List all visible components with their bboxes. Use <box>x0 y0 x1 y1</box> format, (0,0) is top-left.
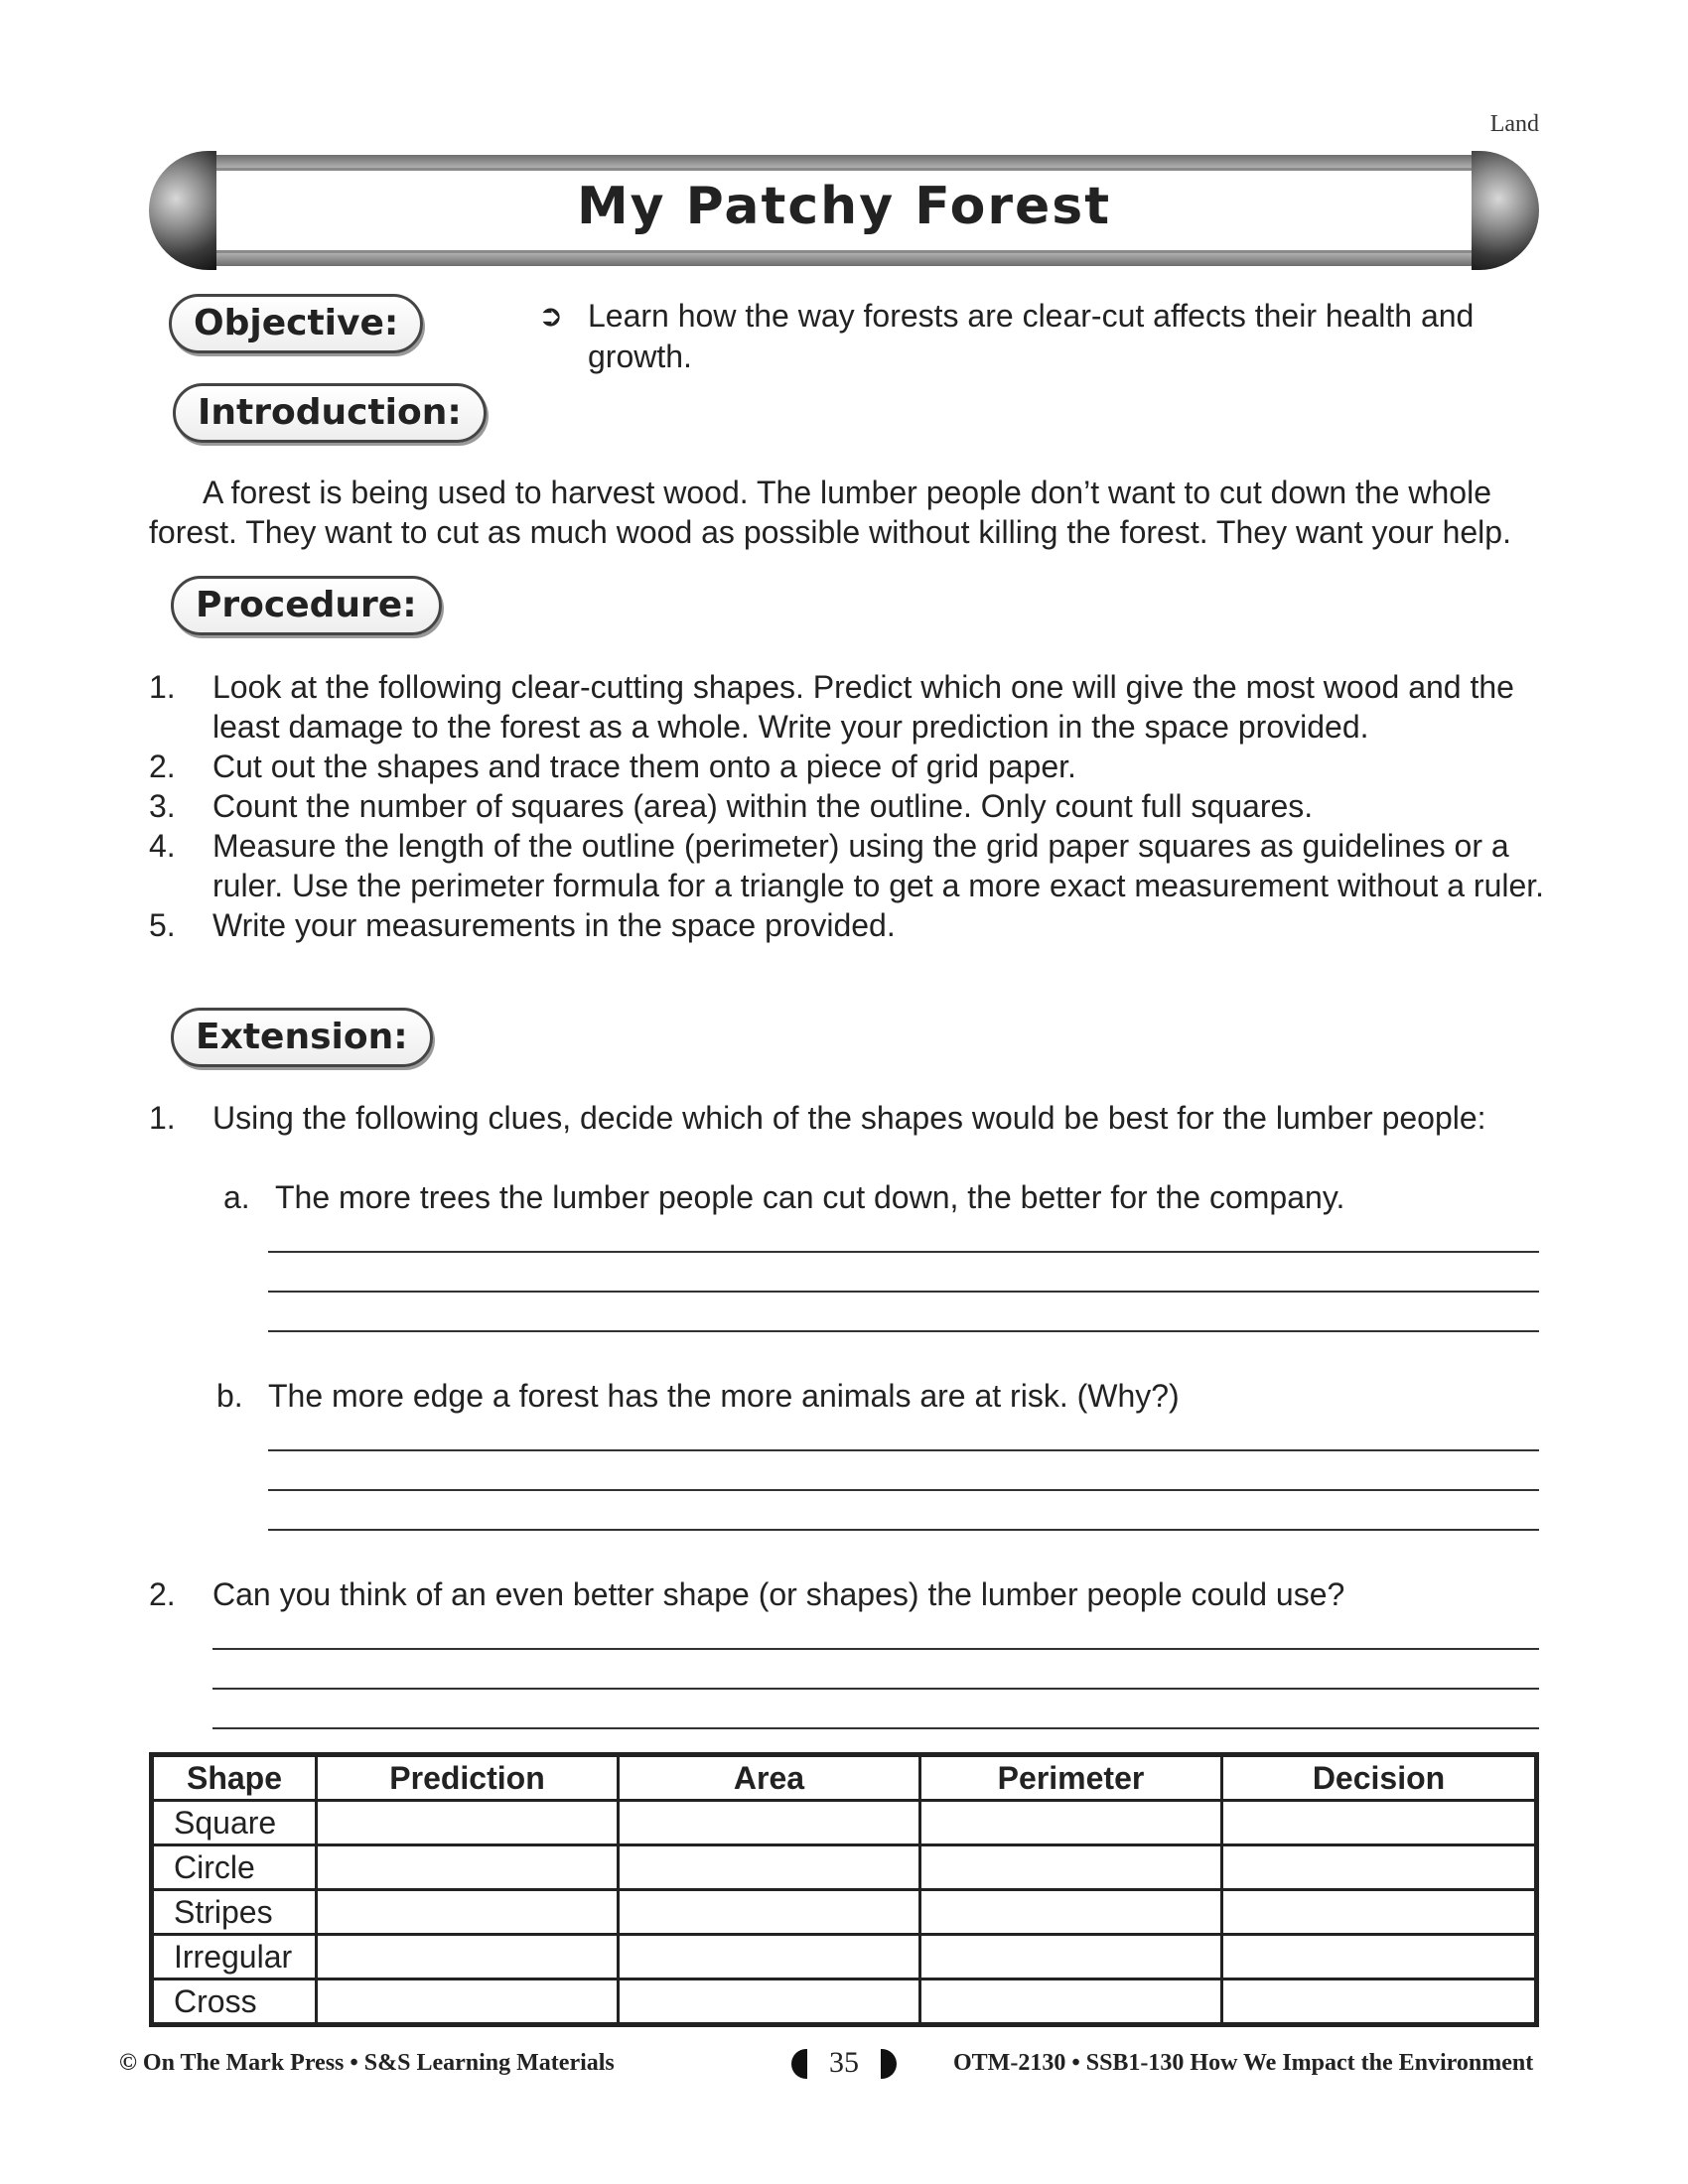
procedure-header: Procedure: <box>171 576 442 635</box>
extension-question-2: 2. Can you think of an even better shape (or shapes) the lumber people could use? <box>149 1576 1345 1612</box>
column-header: Decision <box>1222 1755 1537 1801</box>
list-item: 4. Measure the length of the outline (perimeter) using the grid paper squares as guidelines or a ruler. Use the perimeter formula for a triangle to get a more exact measurement without a ruler. <box>149 828 1545 903</box>
prediction-cell[interactable] <box>317 1979 619 2025</box>
prediction-cell[interactable] <box>317 1845 619 1890</box>
footer-product-code: OTM-2130 • SSB1-130 How We Impact the Environment <box>953 2050 1534 2076</box>
answer-line[interactable] <box>268 1291 1539 1293</box>
answer-line[interactable] <box>268 1251 1539 1253</box>
decision-cell[interactable] <box>1222 1801 1537 1845</box>
table-header-row <box>152 1755 1537 1801</box>
section-tag: Land <box>1489 111 1539 137</box>
arrow-bullet-icon: ➲ <box>538 300 564 333</box>
column-header: Shape <box>152 1755 317 1801</box>
table-row <box>152 1935 1537 1979</box>
decision-cell[interactable] <box>1222 1979 1537 2025</box>
introduction-header: Introduction: <box>173 383 487 443</box>
introduction-paragraph: A forest is being used to harvest wood. The lumber people don’t want to cut down the whole forest. They want to cut as much wood as possible without killing the forest. They want your help. <box>149 475 1511 550</box>
perimeter-cell[interactable] <box>920 1979 1222 2025</box>
table-row <box>152 1801 1537 1845</box>
footer-publisher: © On The Mark Press • S&S Learning Materials <box>119 2050 615 2076</box>
shape-cell: Stripes <box>152 1890 317 1935</box>
answer-line[interactable] <box>212 1727 1539 1729</box>
decision-cell[interactable] <box>1222 1935 1537 1979</box>
answer-line[interactable] <box>268 1489 1539 1491</box>
answer-line[interactable] <box>212 1688 1539 1690</box>
introduction-text <box>149 473 1539 552</box>
shape-cell: Square <box>152 1801 317 1845</box>
page-marker-left-icon <box>791 2049 807 2079</box>
prediction-cell[interactable] <box>317 1801 619 1845</box>
objective-description: Learn how the way forests are clear-cut affects their health and growth. <box>588 298 1475 374</box>
perimeter-cell[interactable] <box>920 1890 1222 1935</box>
title-banner <box>149 151 1539 270</box>
page-title: My Patchy Forest <box>576 177 1112 236</box>
column-header: Perimeter <box>920 1755 1222 1801</box>
objective-text <box>538 296 1511 377</box>
table-row <box>152 1979 1537 2025</box>
column-header: Area <box>619 1755 920 1801</box>
extension-question-1: 1. Using the following clues, decide which of the shapes would be best for the lumber people: <box>149 1100 1486 1136</box>
answer-line[interactable] <box>268 1330 1539 1332</box>
list-item: 5. Write your measurements in the space provided. <box>149 907 896 943</box>
perimeter-cell[interactable] <box>920 1935 1222 1979</box>
answer-line[interactable] <box>212 1648 1539 1650</box>
area-cell[interactable] <box>619 1845 920 1890</box>
shape-cell: Circle <box>152 1845 317 1890</box>
answer-line[interactable] <box>268 1529 1539 1531</box>
extension-question-1a: a. The more trees the lumber people can cut down, the better for the company. <box>223 1179 1345 1215</box>
answer-line[interactable] <box>268 1449 1539 1451</box>
list-item: 1. Look at the following clear-cutting shapes. Predict which one will give the most wood and the least damage to the forest as a whole. Write your prediction in the space provided. <box>149 669 1514 745</box>
perimeter-cell[interactable] <box>920 1845 1222 1890</box>
decision-cell[interactable] <box>1222 1845 1537 1890</box>
extension-question-1b: b. The more edge a forest has the more animals are at risk. (Why?) <box>216 1378 1180 1414</box>
prediction-cell[interactable] <box>317 1890 619 1935</box>
column-header: Prediction <box>317 1755 619 1801</box>
area-cell[interactable] <box>619 1801 920 1845</box>
perimeter-cell[interactable] <box>920 1801 1222 1845</box>
objective-header: Objective: <box>169 294 423 353</box>
page-number-text: 35 <box>829 2046 859 2079</box>
page-marker-right-icon <box>881 2049 897 2079</box>
table-row <box>152 1845 1537 1890</box>
table-row <box>152 1890 1537 1935</box>
list-item: 3. Count the number of squares (area) within the outline. Only count full squares. <box>149 788 1314 824</box>
decision-cell[interactable] <box>1222 1890 1537 1935</box>
area-cell[interactable] <box>619 1890 920 1935</box>
prediction-cell[interactable] <box>317 1935 619 1979</box>
procedure-list <box>149 667 1549 945</box>
list-item: 2. Cut out the shapes and trace them onto a piece of grid paper. <box>149 749 1076 784</box>
area-cell[interactable] <box>619 1979 920 2025</box>
extension-header: Extension: <box>171 1008 433 1067</box>
results-table <box>149 1752 1539 2027</box>
shape-cell: Cross <box>152 1979 317 2025</box>
area-cell[interactable] <box>619 1935 920 1979</box>
shape-cell: Irregular <box>152 1935 317 1979</box>
page-number <box>789 2043 899 2083</box>
